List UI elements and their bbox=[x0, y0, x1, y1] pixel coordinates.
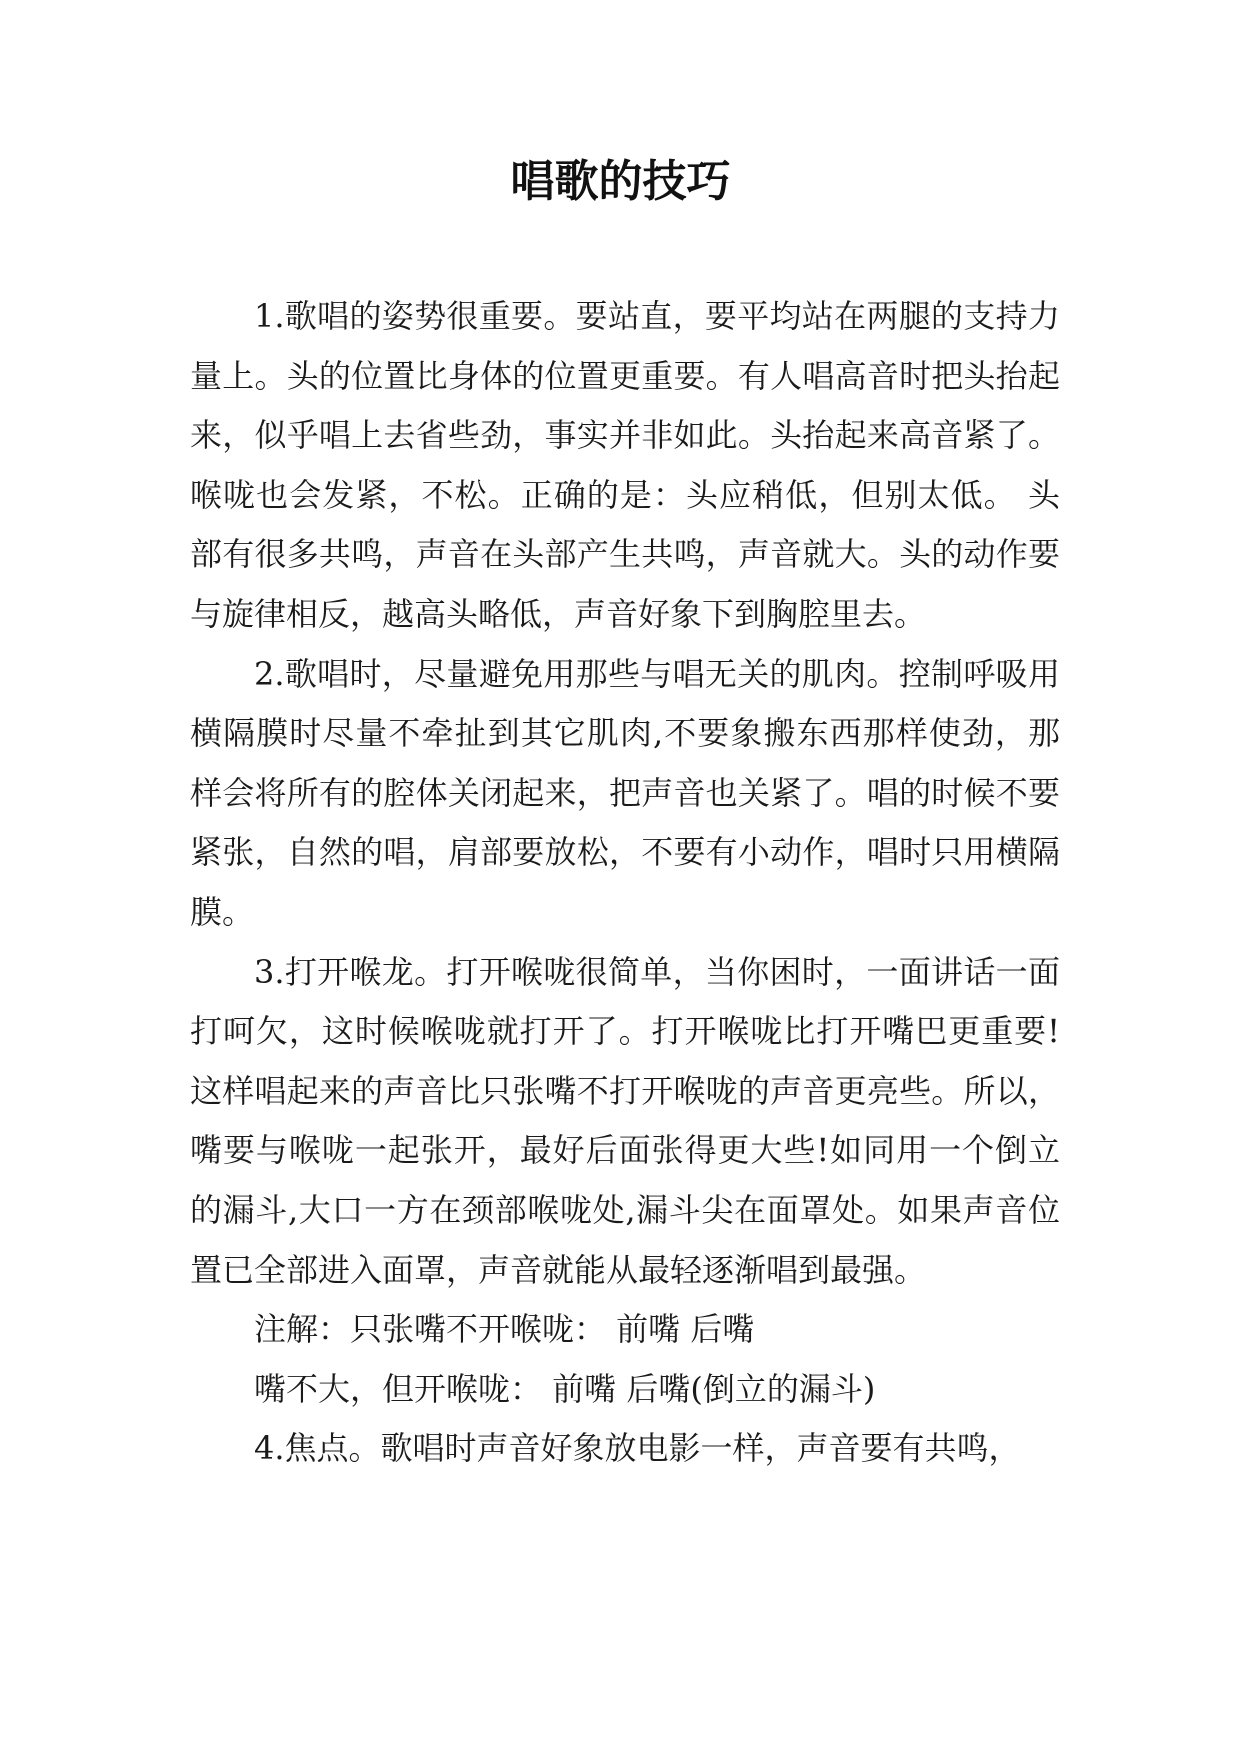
note-line-2: 嘴不大，但开喉咙： 前嘴 后嘴(倒立的漏斗) bbox=[254, 1369, 876, 1408]
paragraph-2: 2.歌唱时，尽量避免用那些与唱无关的肌肉。控制呼吸用横隔膜时尽量不牵扯到其它肌肉,不要象搬东西那样使劲，那样会将所有的腔体关闭起来，把声音也关紧了。唱的时候不要紧张，自然的唱，肩部要放松，不要有小动作，唱时只用横隔膜。 bbox=[190, 654, 1060, 931]
paragraph-1: 1.歌唱的姿势很重要。要站直，要平均站在两腿的支持力量上。头的位置比身体的位置更重要。有人唱高音时把头抬起来，似乎唱上去省些劲，事实并非如此。头抬起来高音紧了。喉咙也会发紧，不松。正确的是：头应稍低，但别太低。 头部有很多共鸣，声音在头部产生共鸣，声音就大。头的动作要与旋律相反，越高头略低，声音好象下到胸腔里去。 bbox=[190, 297, 1060, 633]
document-title: 唱歌的技巧 bbox=[510, 156, 731, 207]
note-line-1: 注解：只张嘴不开喉咙： 前嘴 后嘴 bbox=[254, 1310, 755, 1349]
document-body bbox=[190, 287, 1060, 1479]
paragraph-3: 3.打开喉龙。打开喉咙很简单，当你困时，一面讲话一面打呵欠，这时候喉咙就打开了。打开喉咙比打开嘴巴更重要!这样唱起来的声音比只张嘴不打开喉咙的声音更亮些。所以，嘴要与喉咙一起张开，最好后面张得更大些!如同用一个倒立的漏斗,大口一方在颈部喉咙处,漏斗尖在面罩处。如果声音位置已全部进入面罩，声音就能从最轻逐渐唱到最强。 bbox=[190, 952, 1060, 1289]
paragraph-4: 4.焦点。歌唱时声音好象放电影一样，声音要有共鸣， bbox=[254, 1429, 1021, 1468]
